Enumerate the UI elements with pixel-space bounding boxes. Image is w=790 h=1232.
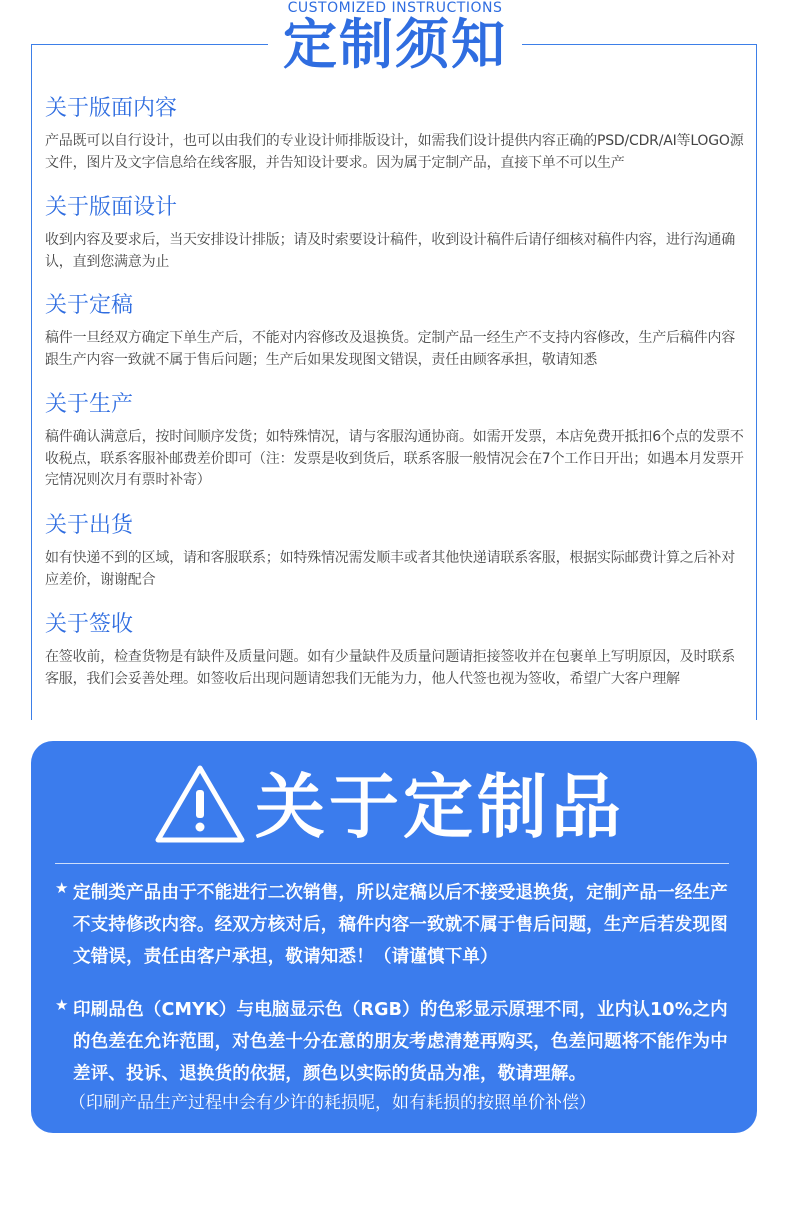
section-body: 稿件一旦经双方确定下单生产后，不能对内容修改及退换货。定制产品一经生产不支持内容修改，生产后稿件内容跟生产内容一致就不属于售后问题；生产后如果发现图文错误，责任由顾客承担，敬请知悉 <box>45 330 735 368</box>
section-receipt <box>45 610 745 690</box>
section-body: 如有快递不到的区域，请和客服联系；如特殊情况需发顺丰或者其他快递请联系客服，根据实际邮费计算之后补对应差价，谢谢配合 <box>45 550 735 588</box>
custom-product-card <box>31 741 757 1133</box>
card-item-text: 印刷品色（CMYK）与电脑显示色（RGB）的色彩显示原理不同，业内认10%之内的色差在允许范围，对色差十分在意的朋友考虑清楚再购买，色差问题将不能作为中差评、投诉、退换货的依据，颜色以实际的货品为准，敬请理解。 <box>73 1000 728 1084</box>
page-title: 定制须知 <box>283 13 507 76</box>
section-title: 关于版面设计 <box>45 195 178 220</box>
section-production <box>45 390 745 492</box>
section-title: 关于定稿 <box>45 293 134 318</box>
section-body: 收到内容及要求后，当天安排设计排版；请及时索要设计稿件，收到设计稿件后请仔细核对稿件内容，进行沟通确认，直到您满意为止 <box>45 232 735 270</box>
star-icon: ★ <box>55 996 69 1014</box>
card-item <box>55 994 735 1090</box>
section-title: 关于生产 <box>45 392 134 417</box>
section-body: 产品既可以自行设计，也可以由我们的专业设计师排版设计，如需我们设计提供内容正确的PSD/CDR/AI等LOGO源文件，图片及文字信息给在线客服，并告知设计要求。因为属于定制产品，直接下单不可以生产 <box>45 133 744 171</box>
section-shipping <box>45 511 745 591</box>
card-item <box>55 877 735 973</box>
card-divider <box>55 863 729 864</box>
section-title: 关于版面内容 <box>45 96 178 121</box>
section-finalization <box>45 291 745 371</box>
card-title: 关于定制品 <box>255 766 625 848</box>
star-icon: ★ <box>55 879 69 897</box>
card-item-text: 定制类产品由于不能进行二次销售，所以定稿以后不接受退换货，定制产品一经生产不支持修改内容。经双方核对后，稿件内容一致就不属于售后问题，生产后若发现图文错误，责任由客户承担，敬请知悉！（请谨慎下单） <box>73 883 728 967</box>
card-note: （印刷产品生产过程中会有少许的耗损呢，如有耗损的按照单价补偿） <box>69 1093 596 1113</box>
warning-triangle-icon <box>153 763 247 845</box>
section-title: 关于签收 <box>45 612 134 637</box>
section-body: 稿件确认满意后，按时间顺序发货；如特殊情况，请与客服沟通协商。如需开发票，本店免费开抵扣6个点的发票不收税点，联系客服补邮费差价即可（注：发票是收到货后，联系客服一般情况会在7个工作日开出；如遇本月发票开完情况则次月有票时补寄） <box>45 429 744 488</box>
section-title: 关于出货 <box>45 513 134 538</box>
section-body: 在签收前，检查货物是有缺件及质量问题。如有少量缺件及质量问题请拒接签收并在包裹单上写明原因，及时联系客服，我们会妥善处理。如签收后出现问题请恕我们无能为力，他人代签也视为签收，希望广大客户理解 <box>45 649 735 687</box>
section-layout-content <box>45 94 745 174</box>
section-layout-design <box>45 193 745 273</box>
header-subtitle: CUSTOMIZED INSTRUCTIONS <box>287 0 503 16</box>
